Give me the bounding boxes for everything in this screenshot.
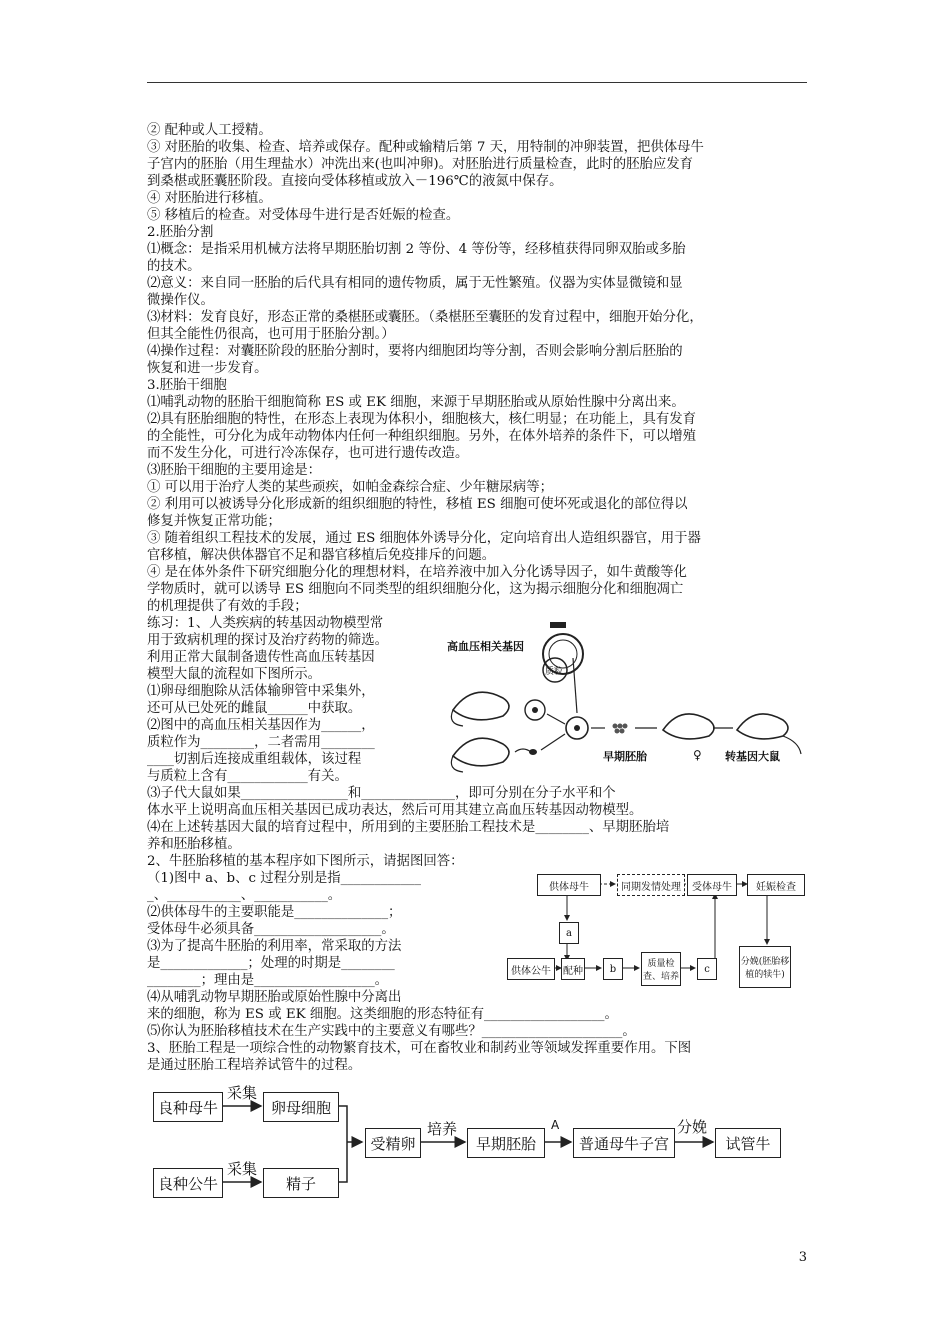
embryo-transfer-figure [507, 868, 807, 1008]
step-b-box: b [603, 958, 623, 980]
delivery-label: 分娩 [677, 1118, 708, 1136]
culture-label: 培养 [427, 1120, 458, 1138]
sync-box: 同期发情处理 [617, 874, 685, 896]
egg-box: 卵母细胞 [263, 1092, 339, 1122]
birth-box: 分娩(胚胎移植的犊牛) [739, 946, 791, 988]
text-line: ⑵意义：来自同一胚胎的后代具有相同的遗传物质，属于无性繁殖。仪器为实体显微镜和显 [147, 276, 683, 291]
text-line: 质粒作为________，二者需用________ [147, 735, 375, 750]
text-line: ⑶为了提高牛胚胎的利用率，常采取的方法 [147, 939, 402, 954]
text-line: ⑸你认为胚胎移植技术在生产实践中的主要意义有哪些？_____________________。 [147, 1024, 636, 1039]
text-line: 利用正常大鼠制备遗传性高血压转基因 [147, 650, 375, 665]
text-line: 用于致病机理的探讨及治疗药物的筛选。 [147, 633, 389, 648]
text-line: 而不发生分化，可进行冷冻保存，也可进行遗传改造。 [147, 446, 469, 461]
good-bull-box: 良种公牛 [153, 1168, 223, 1198]
text-line: ⑤ 移植后的检查。对受体母牛进行是否妊娠的检查。 [147, 208, 460, 223]
female-symbol: ♀ [693, 748, 702, 762]
text-line: ③ 对胚胎的收集、检查、培养或保存。配种或输精后第 7 天，用特制的冲卵装置，把供体母牛 [147, 140, 704, 155]
text-line: 的全能性，可分化为成年动物体内任何一种组织细胞。另外，在体外培养的条件下，可以增殖 [147, 429, 697, 444]
text-line: _、___________、___________。 [147, 888, 342, 903]
text-line: ② 配种或人工授精。 [147, 123, 272, 138]
text-line: 恢复和进一步发育。 [147, 361, 268, 376]
text-line: ③ 随着组织工程技术的发展，通过 ES 细胞体外诱导分化，定向培育出人造组织器官，用于器 [147, 531, 701, 546]
text-line: ________；理由是__________________。 [147, 973, 389, 988]
exercise-2-text [147, 870, 421, 1006]
donor-cow-box: 供体母牛 [537, 874, 601, 896]
donor-bull-box: 供体公牛 [507, 958, 555, 980]
text-line: ④ 是在体外条件下研究细胞分化的理想材料，在培养液中加入分化诱导因子，如牛黄酸等化 [147, 565, 687, 580]
gene-label: 高血压相关基因 [447, 640, 524, 653]
embryo-label: 早期胚胎 [603, 750, 647, 763]
text-line: 官移植，解决供体器官不足和器官移植后免疫排斥的问题。 [147, 548, 496, 563]
text-line: ⑶胚胎干细胞的主要用途是： [147, 463, 322, 478]
exercise-2-continued [147, 1006, 691, 1074]
text-line: 养和胚胎移植。 [147, 837, 241, 852]
text-line: 学物质时，就可以诱导 ES 细胞向不同类型的组织细胞分化，这为揭示细胞分化和细胞凋亡 [147, 582, 684, 597]
text-line: 体水平上说明高血压相关基因已成功表达，然后可用其建立高血压转基因动物模型。 [147, 803, 643, 818]
quality-box: 质量检查、培养 [641, 952, 681, 986]
text-line: ⑴卵母细胞除从活体输卵管中采集外， [147, 684, 375, 699]
text-line: 的机理提供了有效的手段； [147, 599, 308, 614]
step-c-box: c [697, 958, 717, 980]
text-line: 是通过胚胎工程培养试管牛的过程。 [147, 1058, 362, 1073]
good-cow-box: 良种母牛 [153, 1092, 223, 1122]
step-a-label: A [551, 1118, 560, 1132]
rat-label: 转基因大鼠 [725, 750, 780, 763]
collect-label-1: 采集 [227, 1084, 258, 1102]
text-line: 的技术。 [147, 259, 201, 274]
text-line: 还可从已处死的雌鼠______中获取。 [147, 701, 362, 716]
transgenic-rat-figure [445, 618, 807, 778]
text-line: ⑵图中的高血压相关基因作为______， [147, 718, 375, 733]
text-line: 到桑椹或胚囊胚阶段。直接向受体移植或放入－196℃的液氮中保存。 [147, 174, 563, 189]
mating-box: 配种 [561, 958, 585, 980]
text-line: ⑴哺乳动物的胚胎干细胞简称 ES 或 EK 细胞，来源于早期胚胎或从原始性腺中分离出来。 [147, 395, 685, 410]
pregnancy-check-box: 妊娠检查 [747, 874, 805, 896]
text-line: ④ 对胚胎进行移植。 [147, 191, 272, 206]
calf-box: 试管牛 [715, 1128, 781, 1158]
text-line: （1)图中 a、b、c 过程分别是指____________ [147, 871, 421, 886]
text-line: 受体母牛必须具备___________________。 [147, 922, 395, 937]
text-line: ⑴概念：是指采用机械方法将早期胚胎切割 2 等份、4 等份等，经移植获得同卵双胎或多胎 [147, 242, 686, 257]
text-line: 但其全能性仍很高，也可用于胚胎分割。） [147, 327, 395, 342]
exercise-1-text [147, 615, 388, 785]
text-line: ⑷操作过程：对囊胚阶段的胚胎分割时，要将内细胞团均等分割，否则会影响分割后胚胎的 [147, 344, 683, 359]
text-line: 与质粒上含有____________有关。 [147, 769, 348, 784]
text-line: 来的细胞，称为 ES 或 EK 细胞。这类细胞的形态特征有__________________。 [147, 1007, 618, 1022]
ivf-calf-figure [147, 1072, 797, 1204]
text-line: 模型大鼠的流程如下图所示。 [147, 667, 322, 682]
text-line: ⑶子代大鼠如果________________和______________，即可分别在分子水平和个 [147, 786, 616, 801]
exercise-1-continued [147, 785, 669, 870]
step-a-box: a [559, 922, 579, 944]
text-line: ⑵具有胚胎细胞的特性，在形态上表现为体积小，细胞核大，核仁明显；在功能上，具有发育 [147, 412, 697, 427]
body-text-main [147, 122, 704, 615]
text-line: 修复并恢复正常功能； [147, 514, 281, 529]
early-embryo-box: 早期胚胎 [467, 1128, 545, 1158]
zygote-box: 受精卵 [365, 1128, 421, 1158]
recipient-cow-box: 受体母牛 [687, 874, 737, 896]
text-line: 微操作仪。 [147, 293, 214, 308]
text-line: 3、胚胎工程是一项综合性的动物繁育技术，可在畜牧业和制药业等领域发挥重要作用。下图 [147, 1041, 692, 1056]
header-rule [147, 82, 807, 83]
text-line: ① 可以用于治疗人类的某些顽疾，如帕金森综合症、少年糖尿病等； [147, 480, 553, 495]
text-line: ⑵供体母牛的主要职能是______________； [147, 905, 402, 920]
page-number: 3 [798, 1250, 807, 1265]
text-line: ⑷从哺乳动物早期胚胎或原始性腺中分离出 [147, 990, 402, 1005]
sperm-box: 精子 [263, 1168, 339, 1198]
text-line: 3.胚胎干细胞 [147, 378, 227, 393]
text-line: 子宫内的胚胎（用生理盐水）冲洗出来(也叫冲卵)。对胚胎进行质量检查，此时的胚胎应发育 [147, 157, 694, 172]
text-line: 练习：1、人类疾病的转基因动物模型常 [147, 616, 384, 631]
text-line: 2.胚胎分割 [147, 225, 214, 240]
text-line: ⑷在上述转基因大鼠的培育过程中，所用到的主要胚胎工程技术是________、早期胚胎培 [147, 820, 670, 835]
text-line: ⑶材料：发育良好，形态正常的桑椹胚或囊胚。（桑椹胚至囊胚的发育过程中，细胞开始分化， [147, 310, 703, 325]
text-line: ____切割后连接成重组载体，该过程 [147, 752, 362, 767]
text-line: 2、牛胚胎移植的基本程序如下图所示，请据图回答： [147, 854, 464, 869]
text-line: ② 利用可以被诱导分化形成新的组织细胞的特性，移植 ES 细胞可使坏死或退化的部位得以 [147, 497, 688, 512]
text-line: 是_____________；处理的时期是________ [147, 956, 395, 971]
plasmid-label: 质粒 [545, 667, 564, 677]
collect-label-2: 采集 [227, 1160, 258, 1178]
uterus-box: 普通母牛子宫 [573, 1128, 675, 1158]
